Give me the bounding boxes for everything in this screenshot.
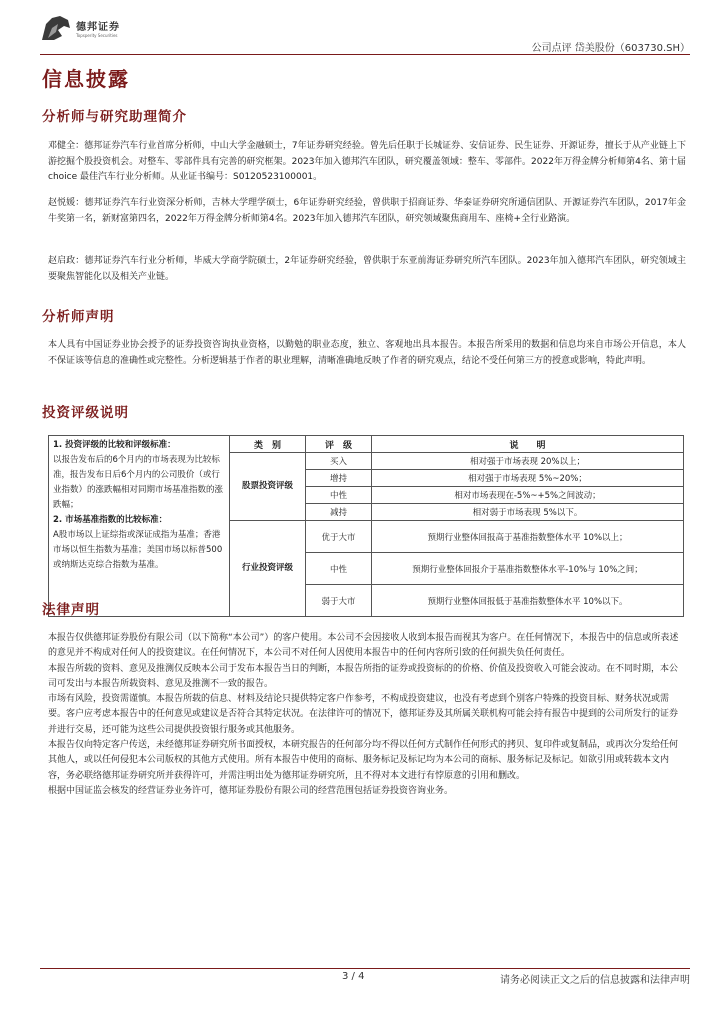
- logo-english: Topsperity Securities: [76, 33, 118, 38]
- section-title-analyst-statement: 分析师声明: [42, 309, 115, 325]
- rating-description: 相对强于市场表现 5%~20%；: [372, 470, 684, 487]
- rating-table: [48, 435, 684, 617]
- header-divider: [40, 54, 690, 55]
- logo-emblem-icon: [40, 14, 72, 42]
- legal-paragraph: 本报告所载的资料、意见及推测仅反映本公司于发布本报告当日的判断，本报告所指的证券或投资标的的价格、价值及投资收入可能会波动。在不同时期，本公司可发出与本报告所载资料、意见及推测不一致的报告。: [48, 663, 679, 689]
- stock-rating-category: 股票投资评级: [230, 453, 306, 521]
- page-title: 信息披露: [42, 67, 130, 91]
- legal-paragraph: 本报告仅向特定客户传送，未经德邦证券研究所书面授权，本研究报告的任何部分均不得以任何方式制作任何形式的拷贝、复印件或复制品，或再次分发给任何其他人，或以任何侵犯本公司版权的其他方式使用。所有本报告中使用的商标、服务标记及标记均为本公司的商标、服务标记及标记。如欲引用或转载本文内容，务必联络德邦证券研究所并获得许可，并需注明出处为德邦证券研究所，且不得对本文进行有悖原意的引用和删改。: [48, 740, 679, 781]
- industry-rating-category: 行业投资评级: [230, 521, 306, 617]
- rating-description: 相对强于市场表现 20%以上；: [372, 453, 684, 470]
- criteria-title-2: 2. 市场基准指数的比较标准：: [53, 515, 168, 525]
- header-rating: 评 级: [306, 436, 372, 453]
- company-logo: [40, 14, 120, 42]
- rating-label: 买入: [306, 453, 372, 470]
- table-header-row: [49, 436, 684, 453]
- rating-label: 中性: [306, 487, 372, 504]
- legal-paragraph: 根据中国证监会核发的经营证券业务许可，德邦证券股份有限公司的经营范围包括证券投资咨询业务。: [48, 785, 454, 796]
- header-category: 类 别: [230, 436, 306, 453]
- analyst-bio-2: 赵悦媛：德邦证券汽车行业资深分析师，吉林大学理学硕士，6年证券研究经验，曾供职于招商证券、华泰证券研究所通信团队、开源证券汽车团队，2017年金牛奖第一名，新财富第四名，2022年万得金牌分析师第4名。2023年加入德邦汽车团队，研究领域聚焦商用车、座椅+全行业路演。: [48, 198, 686, 224]
- rating-label: 中性: [306, 553, 372, 585]
- rating-description: 相对市场表现在-5%~+5%之间波动；: [372, 487, 684, 504]
- criteria-text-2: A股市场以上证综指或深证成指为基准；香港市场以恒生指数为基准；美国市场以标普500或纳斯达克综合指数为基准。: [53, 530, 223, 570]
- analyst-bio-3: 赵启政：德邦证券汽车行业分析师，毕威大学商学院硕士，2年证券研究经验，曾供职于东亚前海证券研究所汽车团队。2023年加入德邦汽车团队，研究领域主要聚焦智能化以及相关产业链。: [48, 256, 686, 282]
- analyst-statement-text: 本人具有中国证券业协会授予的证券投资咨询执业资格，以勤勉的职业态度，独立、客观地出具本报告。本报告所采用的数据和信息均来自市场公开信息，本人不保证该等信息的准确性或完整性。分析逻辑基于作者的职业理解，清晰准确地反映了作者的研究观点，结论不受任何第三方的授意或影响，特此声明。: [48, 340, 686, 366]
- section-title-rating: 投资评级说明: [42, 405, 129, 421]
- report-header: 公司点评 岱美股份（603730.SH）: [531, 43, 690, 54]
- criteria-text-1: 以报告发布后的6个月内的市场表现为比较标准，报告发布日后6个月内的公司股价（或行业指数）的涨跌幅相对同期市场基准指数的涨跌幅；: [53, 455, 224, 510]
- section-title-legal: 法律声明: [42, 602, 100, 618]
- rating-label: 弱于大市: [306, 585, 372, 617]
- criteria-title-1: 1. 投资评级的比较和评级标准：: [53, 440, 176, 450]
- rating-label: 减持: [306, 504, 372, 521]
- header-description: 说 明: [372, 436, 684, 453]
- rating-description: 相对弱于市场表现 5%以下。: [372, 504, 684, 521]
- rating-criteria-cell: [49, 436, 230, 617]
- legal-paragraph: 市场有风险，投资需谨慎。本报告所载的信息、材料及结论只提供特定客户作参考，不构成投资建议，也没有考虑到个别客户特殊的投资目标、财务状况或需要。客户应考虑本报告中的任何意见或建议是否符合其特定状况。在法律许可的情况下，德邦证券及其所属关联机构可能会持有报告中提到的公司所发行的证券并进行交易，还可能为这些公司提供投资银行服务或其他服务。: [48, 694, 679, 735]
- footer-disclaimer: 请务必阅读正文之后的信息披露和法律声明: [500, 975, 690, 986]
- rating-description: 预期行业整体回报低于基准指数整体水平 10%以下。: [372, 585, 684, 617]
- footer-divider: [40, 968, 690, 969]
- rating-description: 预期行业整体回报介于基准指数整体水平-10%与 10%之间；: [372, 553, 684, 585]
- legal-paragraph: 本报告仅供德邦证券股份有限公司（以下简称“本公司”）的客户使用。本公司不会因接收人收到本报告而视其为客户。在任何情况下，本报告中的信息或所表述的意见并不构成对任何人的投资建议。在任何情况下，本公司不对任何人因使用本报告中的任何内容所引致的任何损失负任何责任。: [48, 633, 679, 659]
- legal-statement: [48, 631, 686, 799]
- logo-name: 德邦证券: [76, 22, 120, 33]
- page-number: 3 / 4: [342, 971, 365, 982]
- rating-label: 优于大市: [306, 521, 372, 553]
- section-title-analyst-intro: 分析师与研究助理简介: [42, 109, 187, 125]
- rating-label: 增持: [306, 470, 372, 487]
- analyst-bio-1: 邓健全：德邦证券汽车行业首席分析师，中山大学金融硕士，7年证券研究经验。曾先后任职于长城证券、安信证券、民生证券、开源证券，擅长于从产业链上下游挖掘个股投资机会。对整车、零部件具有完善的研究框架。2023年加入德邦汽车团队，研究覆盖领域：整车、零部件。2022年万得金牌分析师第4名、第十届 choice 最佳汽车行业分析师。从业证书编号：S0120523100001。: [48, 141, 686, 182]
- rating-description: 预期行业整体回报高于基准指数整体水平 10%以上；: [372, 521, 684, 553]
